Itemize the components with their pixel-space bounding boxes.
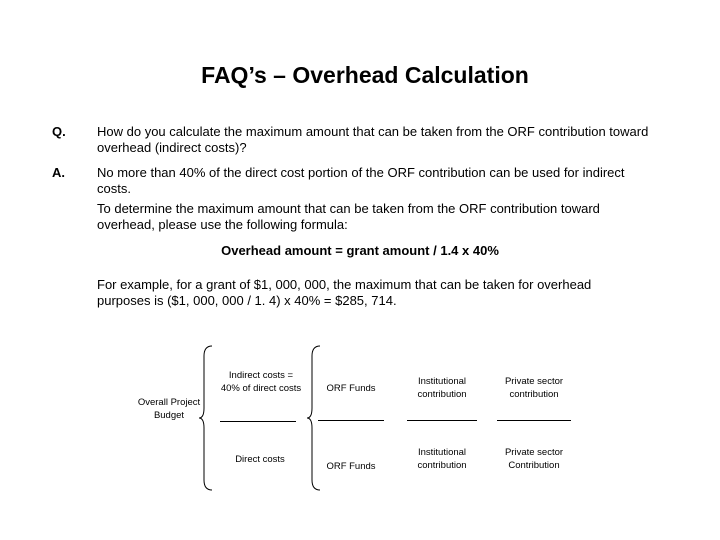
direct-costs-label: Direct costs	[235, 454, 285, 465]
question-label: Q.	[52, 124, 66, 139]
answer-paragraph-1: No more than 40% of the direct cost portion of the ORF contribution can be used for indirect costs.	[97, 165, 625, 196]
overhead-formula: Overhead amount = grant amount / 1.4 x 40%	[221, 243, 499, 258]
answer-paragraph-2: To determine the maximum amount that can be taken from the ORF contribution toward overhead, please use the following formula:	[97, 201, 600, 232]
private-sector-rule	[497, 420, 571, 421]
direct-private-sector-contribution: Private sector Contribution	[504, 447, 564, 471]
budget-brace	[198, 344, 214, 492]
answer-label: A.	[52, 165, 65, 180]
question-text: How do you calculate the maximum amount that can be taken from the ORF contribution toward overhead (indirect costs)?	[97, 124, 649, 155]
indirect-costs-label: Indirect costs = 40% of direct costs	[220, 370, 302, 394]
indirect-costs-rule	[220, 421, 296, 422]
direct-orf-funds: ORF Funds	[326, 461, 376, 472]
institutional-rule	[407, 420, 477, 421]
overall-project-budget-label: Overall Project Budget	[137, 397, 201, 421]
indirect-institutional-contribution: Institutional contribution	[417, 376, 467, 400]
indirect-private-sector-contribution: Private sector contribution	[504, 376, 564, 400]
page-title: FAQ’s – Overhead Calculation	[201, 62, 529, 88]
direct-institutional-contribution: Institutional contribution	[417, 447, 467, 471]
orf-funds-rule	[318, 420, 384, 421]
indirect-orf-funds: ORF Funds	[326, 383, 376, 394]
worked-example: For example, for a grant of $1, 000, 000, the maximum that can be taken for overhead purposes is ($1, 000, 000 / 1. 4) x 40% = $285, 714.	[97, 277, 592, 308]
